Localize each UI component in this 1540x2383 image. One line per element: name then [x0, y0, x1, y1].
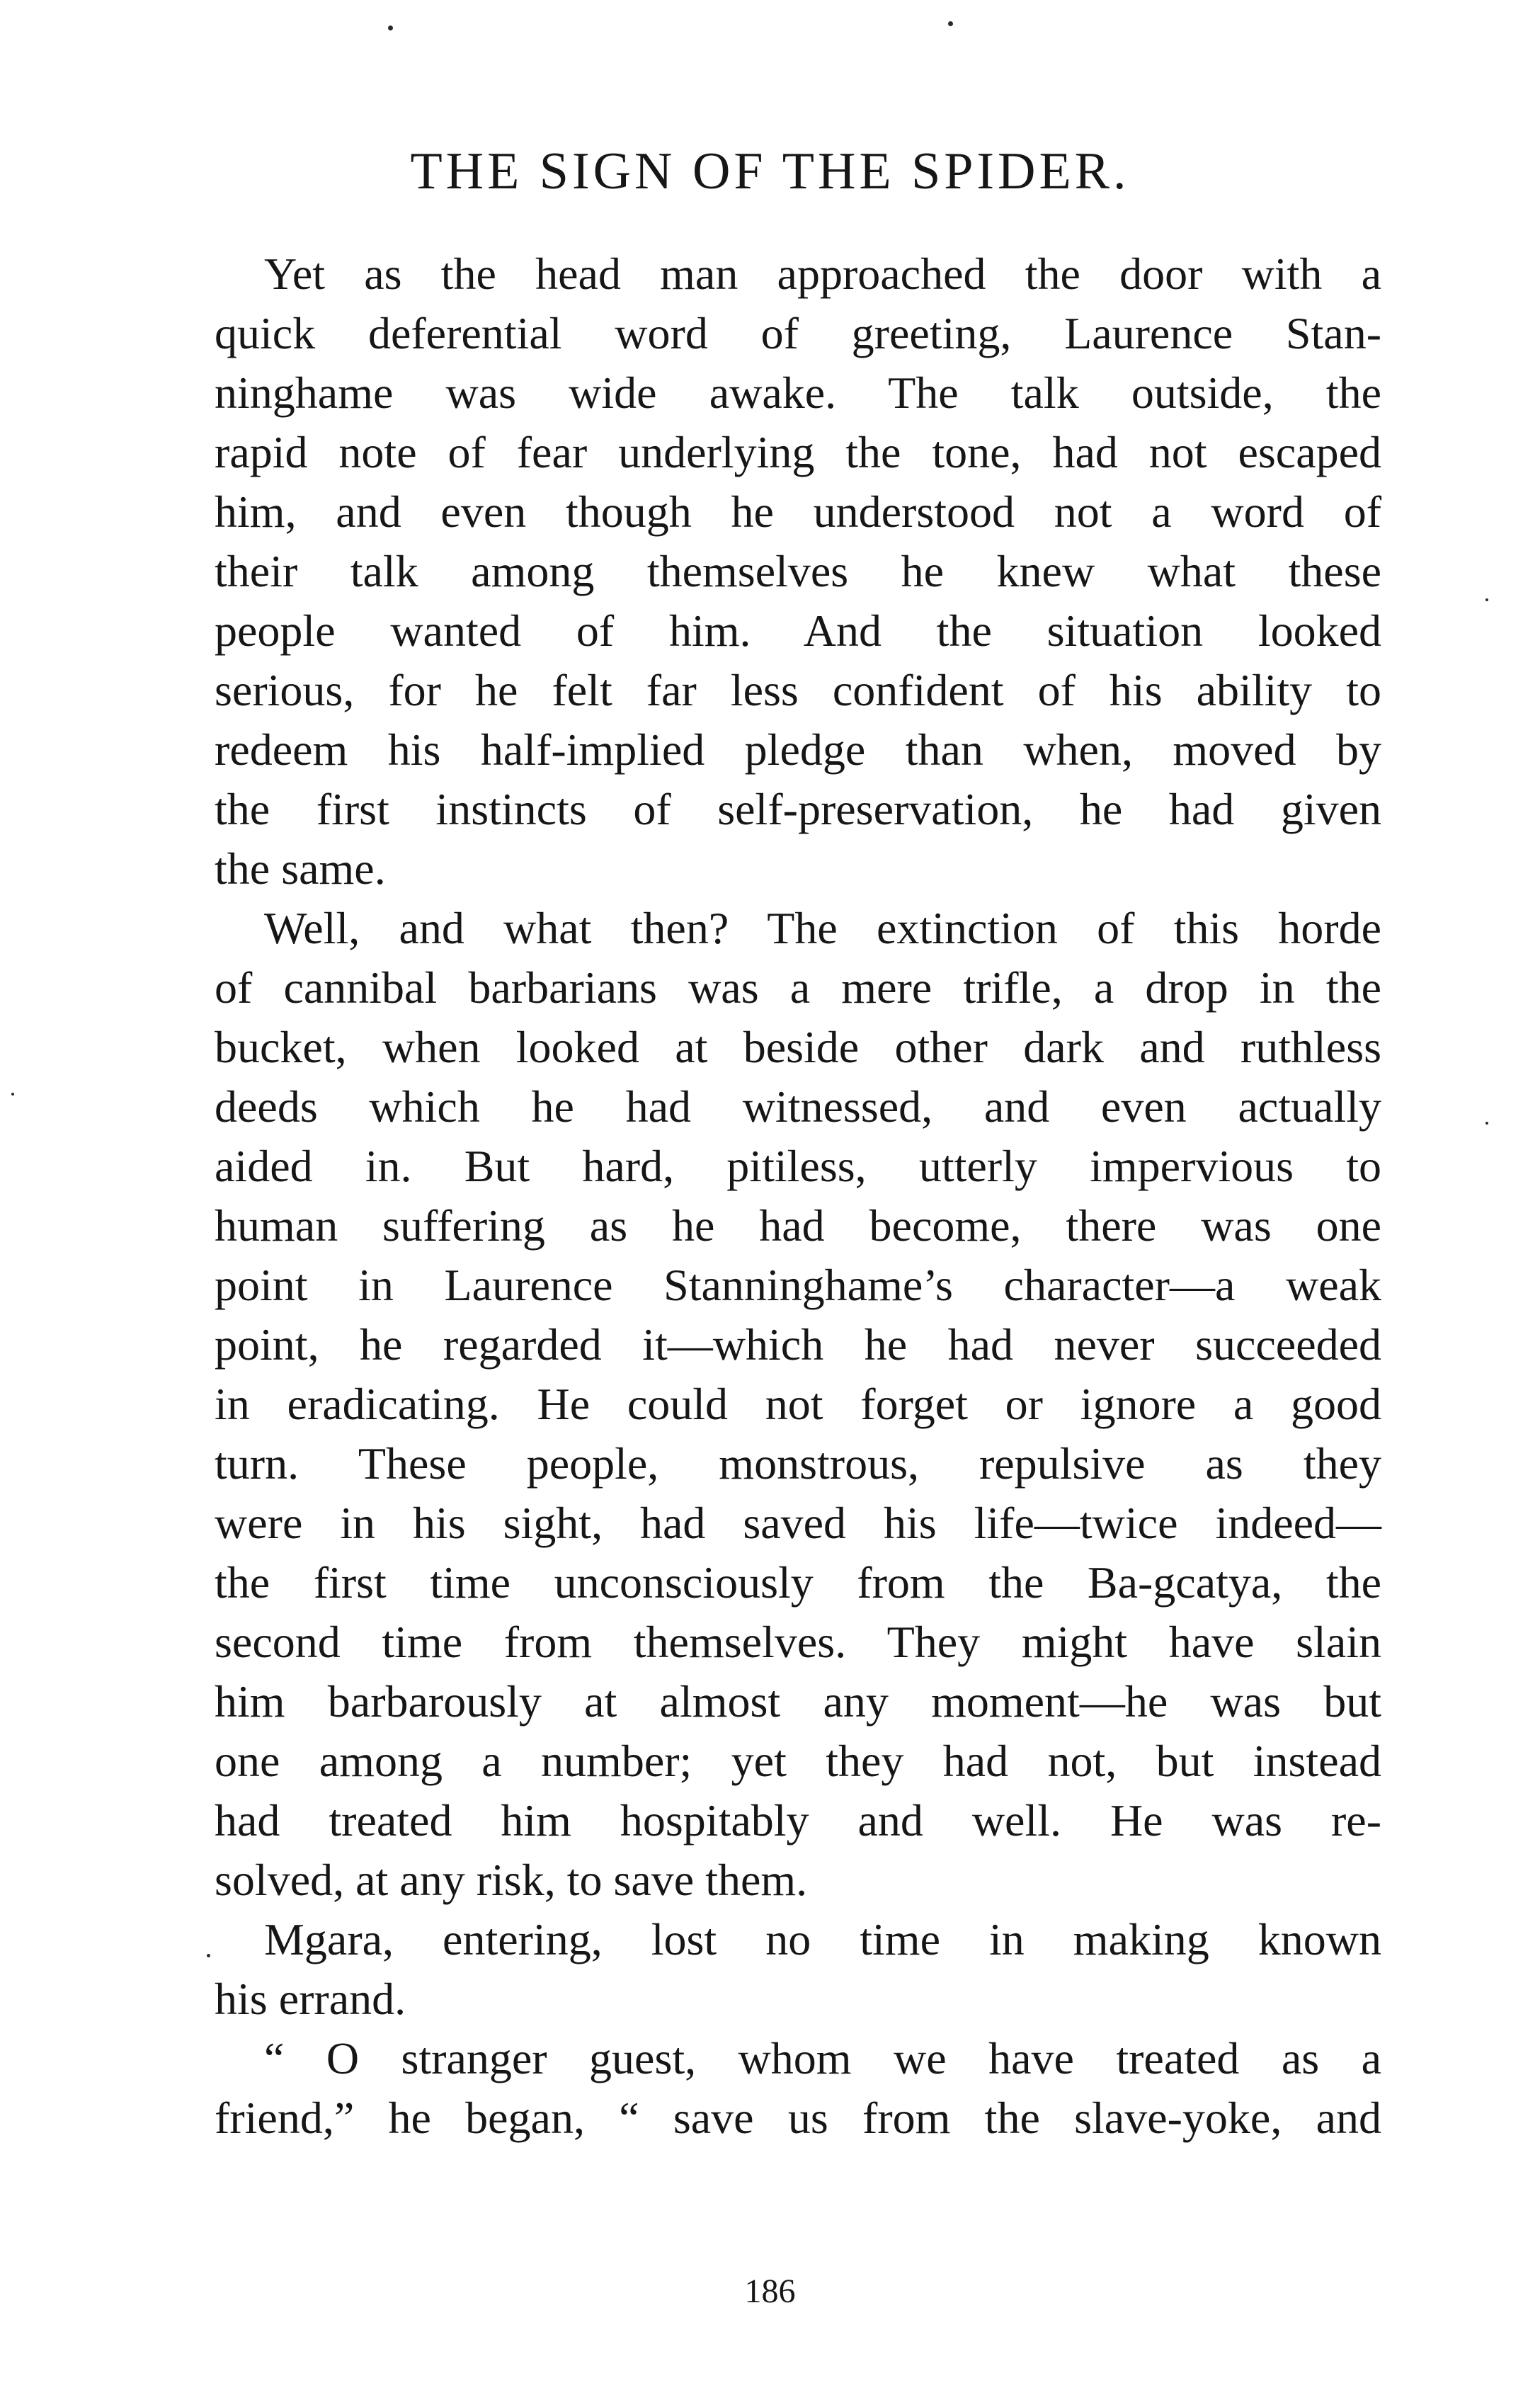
- text-line: point in Laurence Stanninghame’s character—a weak: [215, 1260, 1381, 1310]
- print-speck: [1485, 598, 1488, 601]
- text-line: serious, for he felt far less confident of his ability to: [215, 665, 1381, 715]
- body-text: [215, 244, 1381, 2148]
- print-speck: [207, 1954, 210, 1957]
- paragraph: [215, 2029, 1381, 2148]
- print-speck: [948, 21, 953, 26]
- text-line: ninghame was wide awake. The talk outside, the: [215, 368, 1381, 418]
- text-line: of cannibal barbarians was a mere trifle, a drop in the: [215, 962, 1381, 1013]
- paragraph: [215, 899, 1381, 1910]
- text-line: “ O stranger guest, whom we have treated as a: [264, 2033, 1381, 2083]
- text-line: his errand.: [215, 1974, 406, 2024]
- text-line: human suffering as he had become, there was one: [215, 1200, 1381, 1251]
- text-line: their talk among themselves he knew what these: [215, 546, 1381, 596]
- text-line: Well, and what then? The extinction of this horde: [264, 903, 1381, 953]
- paragraph: [215, 244, 1381, 899]
- text-line: friend,” he began, “ save us from the slave-yoke, and: [215, 2093, 1381, 2143]
- text-line: turn. These people, monstrous, repulsive as they: [215, 1438, 1381, 1489]
- text-line: the first time unconsciously from the Ba-gcatya, the: [215, 1557, 1381, 1608]
- text-line: point, he regarded it—which he had never succeeded: [215, 1319, 1381, 1370]
- text-line: had treated him hospitably and well. He was re-: [215, 1795, 1381, 1845]
- text-line: bucket, when looked at beside other dark and ruthless: [215, 1022, 1381, 1072]
- text-line: Mgara, entering, lost no time in making known: [264, 1914, 1381, 1964]
- text-line: redeem his half-implied pledge than when, moved by: [215, 724, 1381, 775]
- text-line: quick deferential word of greeting, Laurence Stan-: [215, 308, 1381, 358]
- text-line: were in his sight, had saved his life—twice indeed—: [215, 1498, 1381, 1548]
- text-line: him, and even though he understood not a word of: [215, 487, 1381, 537]
- text-line: one among a number; yet they had not, but instead: [215, 1736, 1381, 1786]
- print-speck: [11, 1093, 14, 1096]
- text-line: Yet as the head man approached the door with a: [264, 249, 1381, 299]
- text-line: the first instincts of self-preservation, he had given: [215, 784, 1381, 834]
- text-line: solved, at any risk, to save them.: [215, 1855, 808, 1905]
- page-number: 186: [744, 2273, 796, 2310]
- text-line: deeds which he had witnessed, and even actually: [215, 1081, 1381, 1132]
- print-speck: [1485, 1122, 1488, 1125]
- text-line: in eradicating. He could not forget or ignore a good: [215, 1379, 1381, 1429]
- text-line: second time from themselves. They might have slain: [215, 1617, 1381, 1667]
- paragraph: [215, 1910, 1381, 2029]
- running-head: THE SIGN OF THE SPIDER.: [410, 142, 1130, 200]
- text-line: people wanted of him. And the situation looked: [215, 605, 1381, 656]
- text-line: the same.: [215, 843, 386, 894]
- print-speck: [388, 25, 393, 30]
- text-line: aided in. But hard, pitiless, utterly impervious to: [215, 1141, 1381, 1191]
- text-line: him barbarously at almost any moment—he was but: [215, 1676, 1381, 1727]
- text-line: rapid note of fear underlying the tone, had not escaped: [215, 427, 1381, 477]
